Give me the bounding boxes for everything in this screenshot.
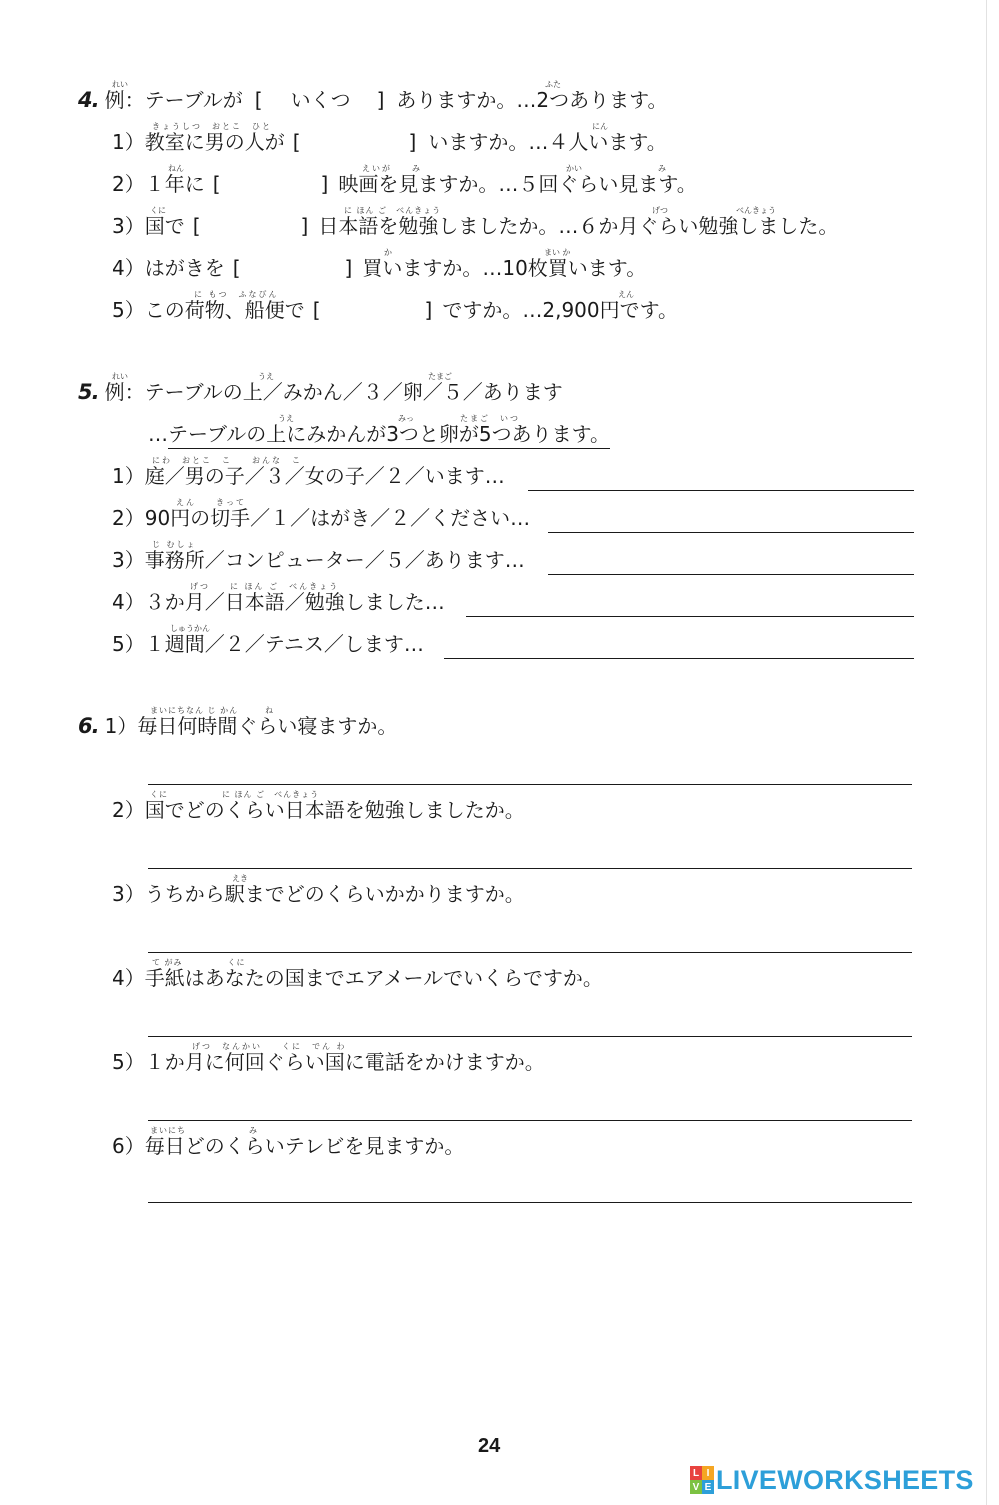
ruby: えん きって — [176, 498, 246, 507]
liveworksheets-brand[interactable] — [690, 1462, 974, 1498]
ruby: に ほん ご べんきょう — [344, 206, 442, 215]
answer-line[interactable] — [148, 952, 912, 953]
ruby: うえ — [278, 414, 294, 423]
section4-item-3: 3）国で [ ] 日本語を勉強しましたか。…６か月ぐらい勉強しました。 — [112, 214, 839, 238]
section6-item-1: 6. 1）毎日何時間ぐらい寝ますか。 — [78, 714, 398, 738]
ruby: にわ おとこ こ おんな こ — [152, 456, 302, 465]
ruby: きょうしつ おとこ ひと — [152, 122, 272, 131]
answer-line[interactable] — [528, 490, 914, 491]
section4-example — [78, 88, 668, 112]
ruby: じ むしょ — [152, 540, 197, 549]
section5-item-5: 5）１週間／２／テニス／します… — [112, 632, 424, 656]
section4-number: 4. — [78, 88, 99, 112]
ruby: くに — [150, 206, 166, 215]
bracket-close: ] — [376, 88, 385, 112]
ruby: ふた — [545, 80, 561, 89]
ruby: ねん — [168, 164, 184, 173]
example-suffix: ありますか。…2つあります。 — [396, 88, 668, 112]
section5-number: 5. — [78, 380, 99, 404]
ruby: れい — [112, 80, 128, 89]
ruby: かい — [566, 164, 582, 173]
answer-line[interactable] — [548, 574, 914, 575]
ruby: み — [658, 164, 666, 173]
answer-line[interactable] — [148, 868, 912, 869]
example-answer: いくつ — [290, 88, 351, 112]
section5-item-1: 1）庭／男の子／３／女の子／２／います… — [112, 464, 505, 488]
ruby: げつ — [652, 206, 668, 215]
section5-item-4: 4）３か月／日本語／勉強しました… — [112, 590, 445, 614]
answer-line[interactable] — [148, 1120, 912, 1121]
section6-number: 6. — [78, 714, 99, 738]
section4-item-5: 5）この荷物、船便で [ ] ですか。…2,900円です。 — [112, 298, 679, 322]
ruby: たまご いつ — [460, 414, 520, 423]
ruby: しゅうかん — [170, 624, 210, 633]
answer-line[interactable] — [148, 1202, 912, 1203]
ruby: まい か — [544, 248, 571, 257]
brand-text: LIVEWORKSHEETS — [716, 1464, 974, 1495]
ruby: べんきょう — [736, 206, 776, 215]
ruby: くに に ほん ご べんきょう — [150, 790, 320, 799]
page-number: 24 — [478, 1435, 501, 1457]
section4-item-4: 4）はがきを [ ] 買いますか。…10枚買います。 — [112, 256, 647, 280]
ruby: えいが み — [362, 164, 422, 173]
example-answer: テーブルの上にみかんが3つと卵が5つあります。 — [168, 422, 610, 449]
section6-item-2: 2）国でどのくらい日本語を勉強しましたか。 — [112, 798, 525, 822]
ruby: うえ — [258, 372, 274, 381]
ruby: にん — [592, 122, 608, 131]
section6-item-4: 4）手紙はあなたの国までエアメールでいくらですか。 — [112, 966, 603, 990]
ruby: みっ — [398, 414, 414, 423]
section5-item-3: 3）事務所／コンピューター／５／あります… — [112, 548, 525, 572]
example-label: 例： — [104, 88, 145, 112]
ruby: て がみ くに — [152, 958, 246, 967]
ruby: たまご — [428, 372, 452, 381]
answer-line[interactable] — [466, 616, 914, 617]
section4-item-1: 1）教室に男の人が [ ] いますか。…４人います。 — [112, 130, 667, 154]
ruby: げつ なんかい くに でん わ — [192, 1042, 347, 1051]
ruby: まいにち み — [150, 1126, 258, 1135]
ruby: まいにちなん じ かん ね — [150, 706, 275, 715]
ruby: に もつ ふなびん — [194, 290, 279, 299]
ruby: えん — [618, 290, 634, 299]
page-edge — [986, 0, 987, 1505]
section6-item-5: 5）１か月に何回ぐらい国に電話をかけますか。 — [112, 1050, 545, 1074]
bracket-open: [ — [254, 88, 263, 112]
ruby: れい — [112, 372, 128, 381]
example-prefix: テーブルが — [144, 88, 243, 112]
ruby: げつ に ほん ご べんきょう — [190, 582, 340, 591]
section5-item-2: 2）90円の切手／１／はがき／２／ください… — [112, 506, 531, 530]
ruby: か — [384, 248, 392, 257]
answer-line[interactable] — [444, 658, 914, 659]
section5-example: 5. 例：テーブルの上／みかん／３／卵／５／あります — [78, 380, 563, 404]
answer-line[interactable] — [548, 532, 914, 533]
liveworksheets-logo-icon: L I V E — [690, 1466, 714, 1494]
answer-line[interactable] — [148, 1036, 912, 1037]
section5-example-answer: …テーブルの上にみかんが3つと卵が5つあります。 — [148, 422, 610, 449]
answer-line[interactable] — [148, 784, 912, 785]
ruby: えき — [232, 874, 248, 883]
section4-item-2: 2）１年に [ ] 映画を見ますか。…５回ぐらい見ます。 — [112, 172, 697, 196]
section6-item-6: 6）毎日どのくらいテレビを見ますか。 — [112, 1134, 465, 1158]
section6-item-3: 3）うちから駅までどのくらいかかりますか。 — [112, 882, 525, 906]
